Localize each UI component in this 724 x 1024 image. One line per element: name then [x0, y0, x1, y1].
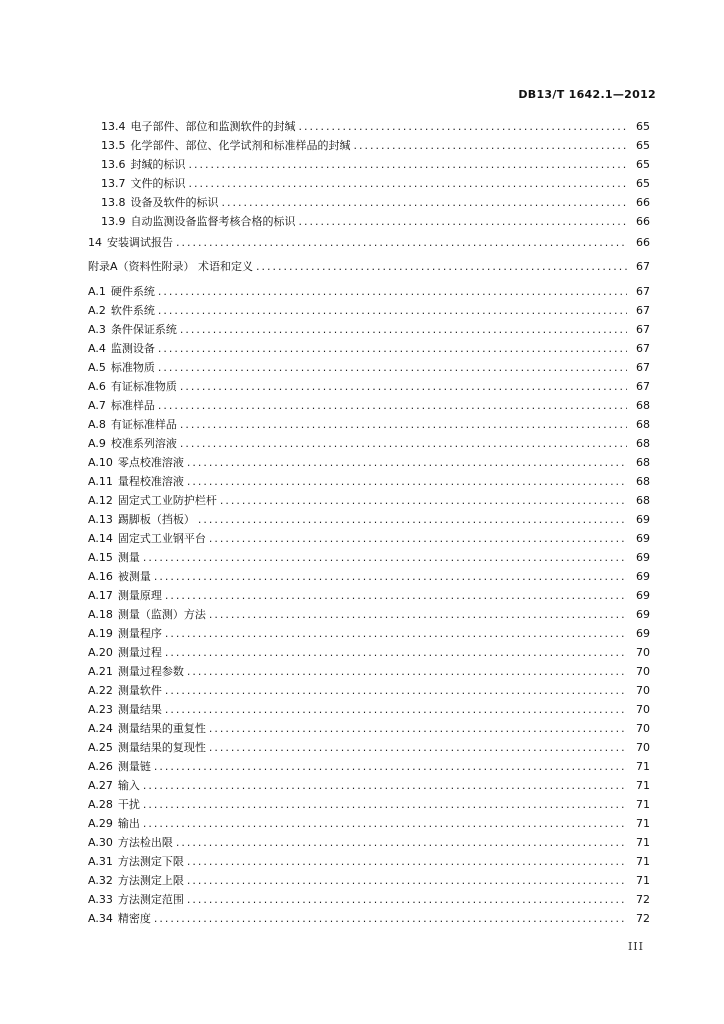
toc-entry-page: 72: [636, 912, 650, 925]
toc-entry-number: 13.9: [101, 215, 126, 228]
toc-entry-number: A.13: [88, 513, 113, 526]
toc-entry[interactable]: [88, 664, 650, 679]
toc-entry-number: A.31: [88, 855, 113, 868]
toc-entry-number: A.4: [88, 342, 106, 355]
toc-entry-page: 70: [636, 703, 650, 716]
toc-leader-dots: [143, 778, 627, 793]
toc-entry-page: 67: [636, 342, 650, 355]
toc-entry[interactable]: [88, 398, 650, 413]
toc-leader-dots: [220, 493, 627, 508]
toc-entry[interactable]: [88, 873, 650, 888]
toc-entry[interactable]: [88, 626, 650, 641]
toc-entry-title: 有证标准样品: [110, 418, 177, 431]
toc-entry-number: 14: [88, 236, 102, 249]
toc-leader-dots: [143, 797, 627, 812]
toc-entry-page: 69: [636, 532, 650, 545]
toc-entry-number: A.26: [88, 760, 113, 773]
toc-entry-page: 67: [636, 260, 650, 273]
toc-entry-number: A.11: [88, 475, 113, 488]
toc-entry-page: 71: [636, 760, 650, 773]
toc-entry-title: 方法测定上限: [117, 874, 184, 887]
toc-entry-title: 零点校准溶液: [117, 456, 184, 469]
toc-leader-dots: [209, 740, 627, 755]
toc-entry-title: 监测设备: [110, 342, 155, 355]
toc-entry-page: 68: [636, 475, 650, 488]
toc-entry-title: 方法测定范围: [117, 893, 184, 906]
toc-leader-dots: [176, 235, 627, 250]
toc-leader-dots: [222, 195, 628, 210]
toc-entry[interactable]: [88, 531, 650, 546]
toc-entry-title: 固定式工业防护栏杆: [117, 494, 217, 507]
toc-entry-number: 13.4: [101, 120, 126, 133]
toc-leader-dots: [187, 854, 627, 869]
toc-entry-title: 标准物质: [110, 361, 155, 374]
toc-entry-title: 测量结果: [117, 703, 162, 716]
toc-leader-dots: [158, 398, 627, 413]
toc-entry-number: A.3: [88, 323, 106, 336]
toc-leader-dots: [198, 512, 627, 527]
toc-leader-dots: [180, 322, 627, 337]
toc-entry[interactable]: [88, 341, 650, 356]
toc-entry-number: A.7: [88, 399, 106, 412]
toc-leader-dots: [209, 607, 627, 622]
toc-entry-number: A.2: [88, 304, 106, 317]
toc-leader-dots: [158, 284, 627, 299]
toc-entry-title: 输入: [117, 779, 140, 792]
toc-entry-title: 测量软件: [117, 684, 162, 697]
toc-entry-title: 方法检出限: [117, 836, 173, 849]
toc-entry-page: 68: [636, 494, 650, 507]
toc-entry-title: 硬件系统: [110, 285, 155, 298]
toc-leader-dots: [187, 892, 627, 907]
toc-entry-title: 测量链: [117, 760, 151, 773]
toc-entry[interactable]: [101, 176, 650, 191]
toc-entry-number: A.22: [88, 684, 113, 697]
toc-leader-dots: [187, 474, 627, 489]
toc-leader-dots: [165, 588, 627, 603]
toc-entry-title: 方法测定下限: [117, 855, 184, 868]
toc-entry-number: A.17: [88, 589, 113, 602]
toc-entry-page: 68: [636, 399, 650, 412]
toc-entry-page: 65: [636, 139, 650, 152]
toc-entry-title: 自动监测设备监督考核合格的标识: [130, 215, 296, 228]
toc-entry-number: A.9: [88, 437, 106, 450]
toc-leader-dots: [154, 759, 627, 774]
toc-leader-dots: [143, 816, 627, 831]
toc-entry-number: A.33: [88, 893, 113, 906]
toc-entry-title: 踢脚板（挡板）: [117, 513, 195, 526]
toc-entry[interactable]: [88, 322, 650, 337]
toc-entry-title: 有证标准物质: [110, 380, 177, 393]
toc-leader-dots: [165, 702, 627, 717]
toc-entry[interactable]: [88, 835, 650, 850]
toc-entry-title: 测量结果的重复性: [117, 722, 206, 735]
toc-entry[interactable]: [88, 512, 650, 527]
toc-entry-title: 校准系列溶液: [110, 437, 177, 450]
toc-entry-number: A.24: [88, 722, 113, 735]
toc-entry-page: 65: [636, 120, 650, 133]
toc-entry[interactable]: [88, 436, 650, 451]
toc-entry-title: 量程校准溶液: [117, 475, 184, 488]
toc-entry-title: 设备及软件的标识: [130, 196, 219, 209]
toc-entry-page: 70: [636, 722, 650, 735]
toc-entry[interactable]: [101, 195, 650, 210]
toc-entry-page: 69: [636, 627, 650, 640]
document-id-header: DB13/T 1642.1—2012: [518, 88, 656, 101]
toc-entry-number: A.25: [88, 741, 113, 754]
toc-entry[interactable]: [88, 379, 650, 394]
toc-leader-dots: [180, 436, 627, 451]
toc-leader-dots: [187, 873, 627, 888]
toc-entry[interactable]: [88, 360, 650, 375]
toc-entry[interactable]: [88, 854, 650, 869]
toc-entry-number: A.29: [88, 817, 113, 830]
toc-entry[interactable]: [101, 138, 650, 153]
toc-entry-title: 安装调试报告: [107, 236, 173, 249]
toc-entry-number: 13.5: [101, 139, 126, 152]
toc-entry-number: A.1: [88, 285, 106, 298]
toc-entry-number: A.18: [88, 608, 113, 621]
toc-entry-number: 13.7: [101, 177, 126, 190]
toc-entry-page: 70: [636, 741, 650, 754]
toc-entry[interactable]: [88, 588, 650, 603]
toc-entry-page: 71: [636, 779, 650, 792]
toc-entry-page: 71: [636, 798, 650, 811]
toc-entry-page: 69: [636, 570, 650, 583]
toc-entry[interactable]: [88, 683, 650, 698]
toc-entry-page: 71: [636, 836, 650, 849]
toc-entry-title: 固定式工业钢平台: [117, 532, 206, 545]
toc-entry-number: A.30: [88, 836, 113, 849]
toc-entry-page: 67: [636, 380, 650, 393]
toc-entry-number: A.21: [88, 665, 113, 678]
toc-entry-title: 软件系统: [110, 304, 155, 317]
toc-entry[interactable]: [101, 157, 650, 172]
toc-entry-page: 71: [636, 874, 650, 887]
toc-leader-dots: [158, 303, 627, 318]
toc-entry[interactable]: [88, 550, 650, 565]
toc-entry-number: A.28: [88, 798, 113, 811]
toc-entry-title: 电子部件、部位和监测软件的封缄: [130, 120, 296, 133]
toc-entry-number: A.20: [88, 646, 113, 659]
toc-entry[interactable]: [88, 303, 650, 318]
toc-entry-page: 71: [636, 817, 650, 830]
toc-entry-number: A.12: [88, 494, 113, 507]
toc-entry-title: 封缄的标识: [130, 158, 186, 171]
toc-entry[interactable]: [88, 493, 650, 508]
toc-leader-dots: [165, 683, 627, 698]
toc-entry-title: 精密度: [117, 912, 151, 925]
toc-entry[interactable]: [88, 740, 650, 755]
toc-entry[interactable]: [88, 417, 650, 432]
toc-leader-dots: [158, 360, 627, 375]
toc-leader-dots: [154, 911, 627, 926]
toc-entry-title: 条件保证系统: [110, 323, 177, 336]
toc-entry-number: A.16: [88, 570, 113, 583]
toc-entry-title: 测量原理: [117, 589, 162, 602]
toc-entry-title: 测量过程: [117, 646, 162, 659]
toc-entry-page: 71: [636, 855, 650, 868]
toc-entry[interactable]: [88, 721, 650, 736]
toc-leader-dots: [189, 176, 628, 191]
toc-entry-page: 67: [636, 361, 650, 374]
toc-entry-title: 测量过程参数: [117, 665, 184, 678]
toc-leader-dots: [256, 259, 627, 274]
toc-entry-number: A.10: [88, 456, 113, 469]
toc-entry-page: 72: [636, 893, 650, 906]
toc-leader-dots: [187, 455, 627, 470]
toc-entry-page: 67: [636, 285, 650, 298]
toc-entry[interactable]: [88, 569, 650, 584]
toc-entry-number: A.8: [88, 418, 106, 431]
toc-leader-dots: [165, 645, 627, 660]
toc-leader-dots: [176, 835, 627, 850]
toc-entry-title: 文件的标识: [130, 177, 186, 190]
toc-entry[interactable]: [88, 911, 650, 926]
toc-leader-dots: [143, 550, 627, 565]
toc-entry[interactable]: [88, 284, 650, 299]
toc-entry-title: 测量结果的复现性: [117, 741, 206, 754]
toc-entry-title: （资料性附录） 术语和定义: [117, 260, 254, 273]
toc-leader-dots: [180, 417, 627, 432]
toc-entry-page: 70: [636, 665, 650, 678]
toc-entry-title: 测量（监测）方法: [117, 608, 206, 621]
toc-entry-page: 69: [636, 608, 650, 621]
toc-leader-dots: [180, 379, 627, 394]
toc-entry-page: 69: [636, 589, 650, 602]
toc-entry-number: 13.6: [101, 158, 126, 171]
toc-entry[interactable]: [88, 778, 650, 793]
toc-entry-page: 69: [636, 513, 650, 526]
toc-entry-page: 68: [636, 418, 650, 431]
toc-entry-page: 66: [636, 236, 650, 249]
toc-entry-number: A.15: [88, 551, 113, 564]
toc-entry-title: 测量: [117, 551, 140, 564]
toc-entry-page: 66: [636, 215, 650, 228]
toc-entry-title: 标准样品: [110, 399, 155, 412]
toc-entry[interactable]: [88, 759, 650, 774]
toc-entry-page: 69: [636, 551, 650, 564]
toc-entry-title: 测量程序: [117, 627, 162, 640]
toc-entry-number: A.19: [88, 627, 113, 640]
toc-entry-number: A.32: [88, 874, 113, 887]
toc-entry[interactable]: [88, 607, 650, 622]
toc-entry-number: A.23: [88, 703, 113, 716]
toc-leader-dots: [187, 664, 627, 679]
toc-entry[interactable]: [88, 235, 650, 250]
toc-entry-number: A.27: [88, 779, 113, 792]
toc-entry-number: A.6: [88, 380, 106, 393]
toc-entry-number: A.5: [88, 361, 106, 374]
toc-entry-page: 68: [636, 456, 650, 469]
toc-entry[interactable]: [88, 259, 650, 274]
toc-entry-page: 65: [636, 158, 650, 171]
toc-entry-page: 67: [636, 304, 650, 317]
toc-entry[interactable]: [88, 474, 650, 489]
toc-leader-dots: [354, 138, 628, 153]
toc-entry[interactable]: [88, 455, 650, 470]
toc-entry-number: A.34: [88, 912, 113, 925]
toc-entry-title: 干扰: [117, 798, 140, 811]
toc-entry-title: 输出: [117, 817, 140, 830]
toc-entry-number: 13.8: [101, 196, 126, 209]
toc-entry-number: 附录A: [88, 260, 118, 273]
toc-entry-page: 68: [636, 437, 650, 450]
toc-leader-dots: [209, 531, 627, 546]
page-number: III: [627, 940, 644, 953]
toc-entry[interactable]: [88, 816, 650, 831]
toc-leader-dots: [299, 214, 628, 229]
toc-entry[interactable]: [101, 214, 650, 229]
toc-leader-dots: [158, 341, 627, 356]
toc-entry-title: 被测量: [117, 570, 151, 583]
toc-entry[interactable]: [88, 797, 650, 812]
toc-entry-title: 化学部件、部位、化学试剂和标准样品的封缄: [130, 139, 351, 152]
toc-entry-page: 65: [636, 177, 650, 190]
toc-entry[interactable]: [88, 645, 650, 660]
toc-entry-page: 66: [636, 196, 650, 209]
toc-entry-page: 70: [636, 646, 650, 659]
toc-leader-dots: [165, 626, 627, 641]
toc-entry-number: A.14: [88, 532, 113, 545]
toc-leader-dots: [189, 157, 628, 172]
toc-leader-dots: [299, 119, 628, 134]
toc-leader-dots: [154, 569, 627, 584]
toc-entry-page: 67: [636, 323, 650, 336]
toc-entry[interactable]: [101, 119, 650, 134]
toc-entry[interactable]: [88, 892, 650, 907]
toc-entry[interactable]: [88, 702, 650, 717]
toc-entry-page: 70: [636, 684, 650, 697]
toc-leader-dots: [209, 721, 627, 736]
